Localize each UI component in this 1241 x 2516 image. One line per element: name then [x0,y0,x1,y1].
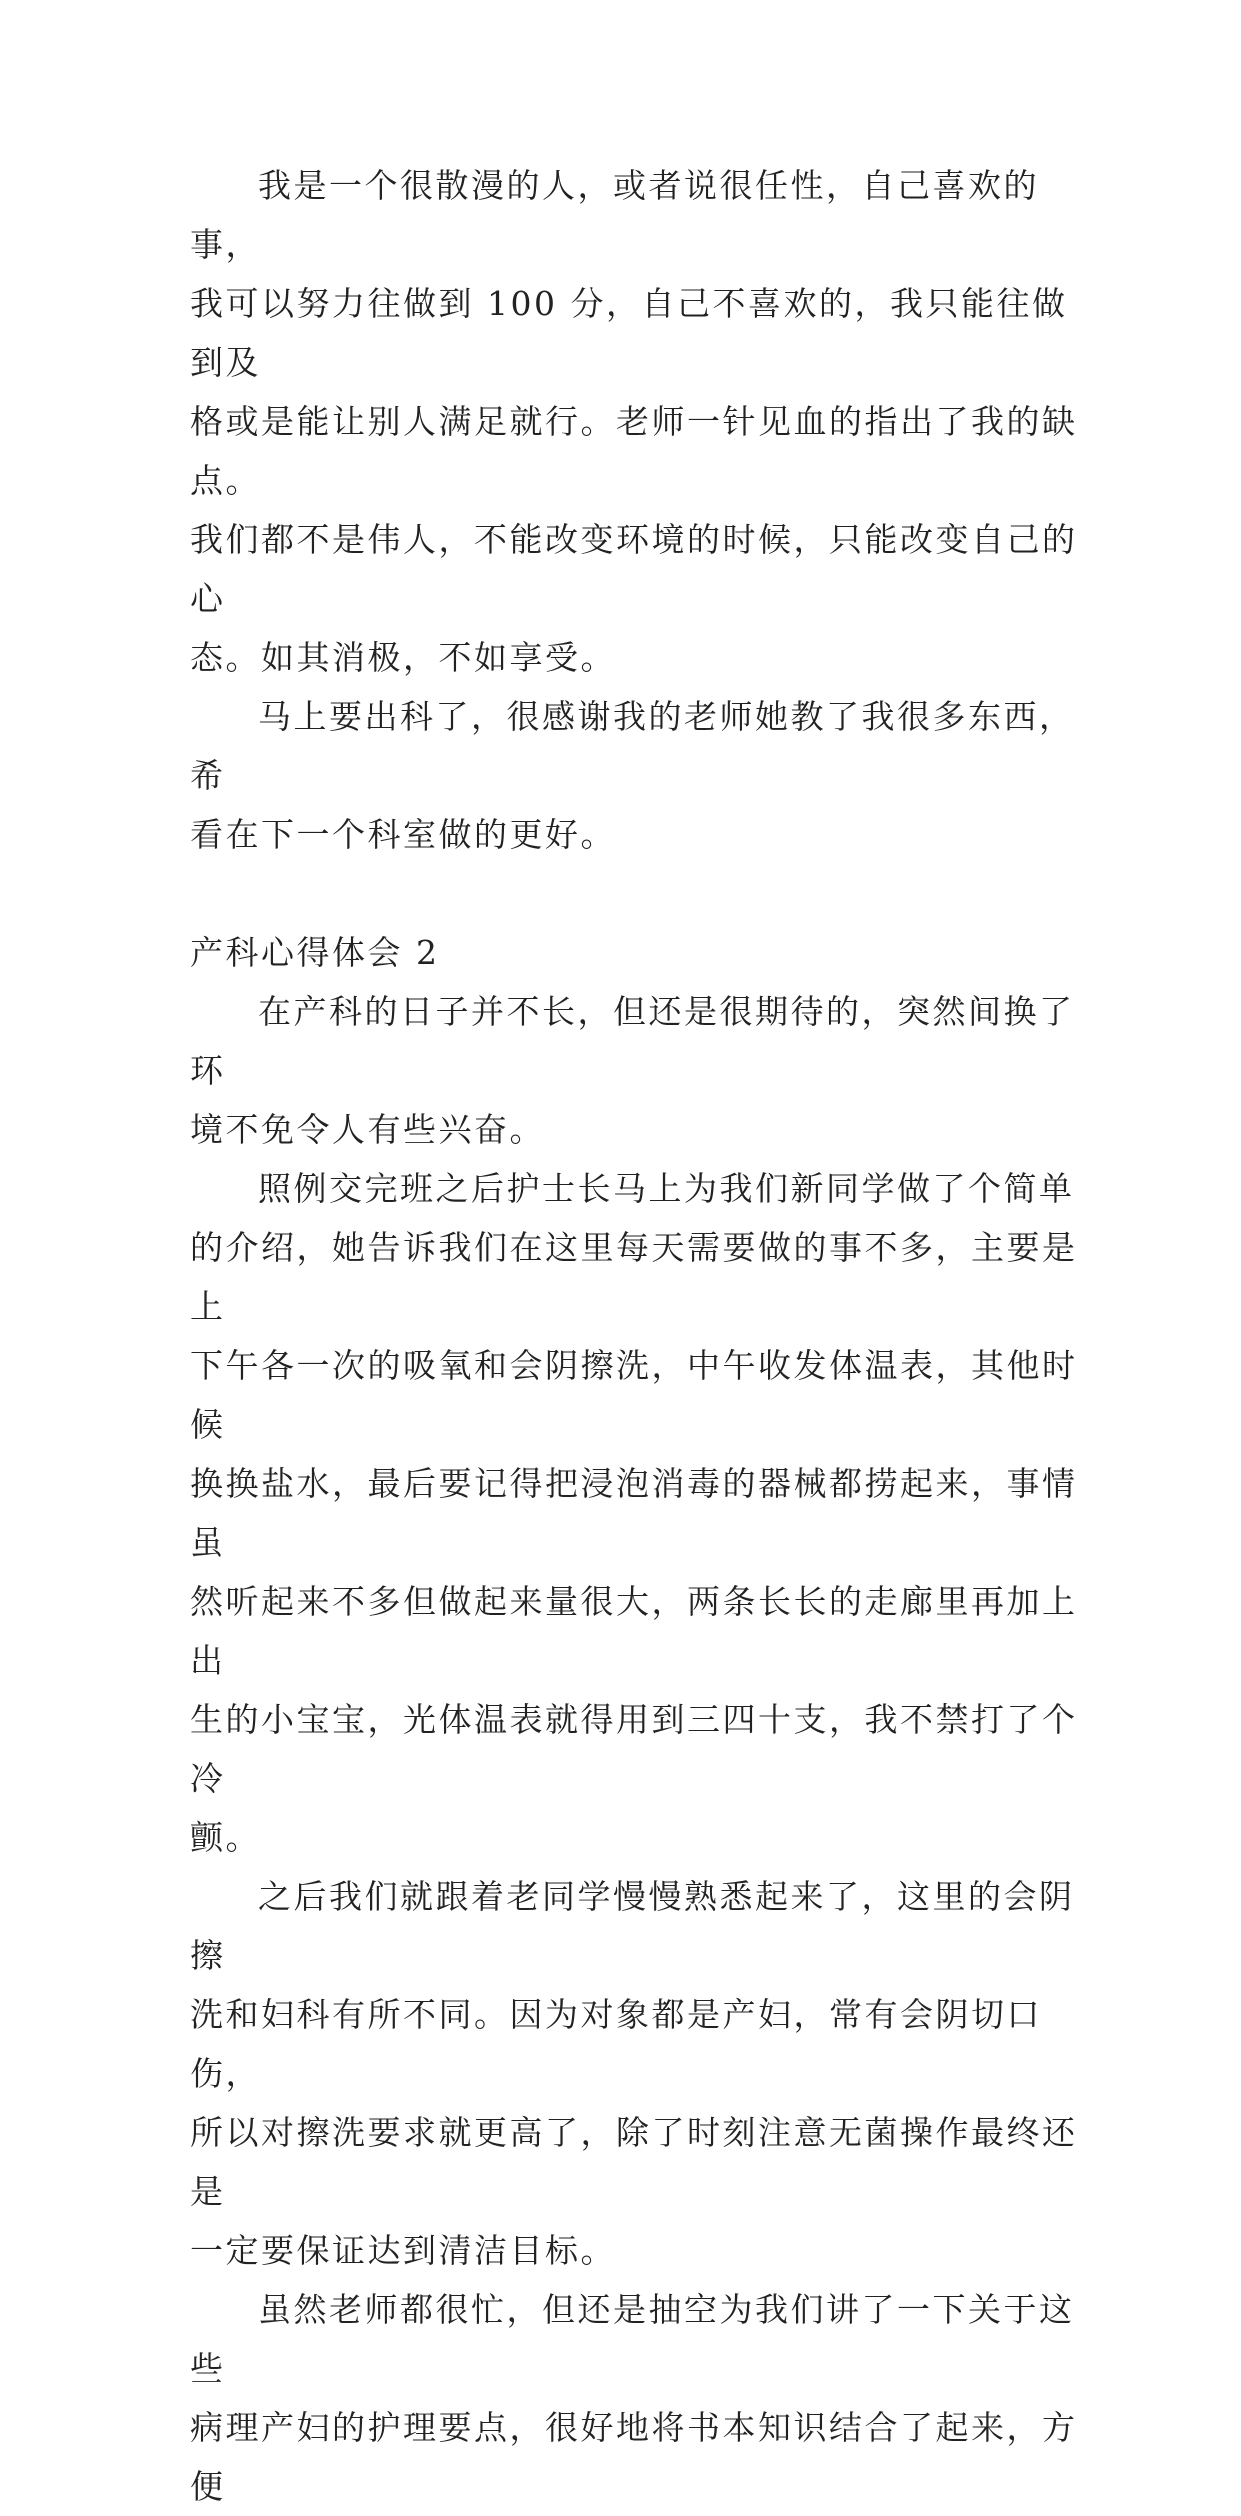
section-title: 产科心得体会 2 [190,933,440,972]
document-body [190,156,1090,2516]
paragraph-3: 在产科的日子并不长，但还是很期待的，突然间换了环 境不免令人有些兴奋。 [190,992,1075,1149]
paragraph-2: 马上要出科了，很感谢我的老师她教了我很多东西，希 看在下一个科室做的更好。 [190,697,1075,854]
paragraph-4: 照例交完班之后护士长马上为我们新同学做了个简单 的介绍，她告诉我们在这里每天需要做的事不多，主要是上 下午各一次的吸氧和会阴擦洗，中午收发体温表，其他时候 换换盐水，最后要记得把浸泡消毒的器械都捞起来，事情虽 然听起来不多但做起来量很大，两条长长的走廊里再加上出 生的小宝宝，光体温表就得用到三四十支，我不禁打了个冷 颤。 [190,1169,1078,1857]
paragraph-1: 我是一个很散漫的人，或者说很任性，自己喜欢的事， 我可以努力往做到 100 分，自己不喜欢的，我只能往做到及 格或是能让别人满足就行。老师一针见血的指出了我的缺点。 我们都不是伟人，不能改变环境的时候，只能改变自己的心 态。如其消极，不如享受。 [190,166,1078,677]
paragraph-6: 虽然老师都很忙，但还是抽空为我们讲了一下关于这些 病理产妇的护理要点，很好地将书本知识结合了起来，方便 [190,2290,1078,2506]
paragraph-5: 之后我们就跟着老同学慢慢熟悉起来了，这里的会阴擦 洗和妇科有所不同。因为对象都是产妇，常有会阴切口伤， 所以对擦洗要求就更高了，除了时刻注意无菌操作最终还是 一定要保证达到清洁目标。 [190,1877,1078,2270]
